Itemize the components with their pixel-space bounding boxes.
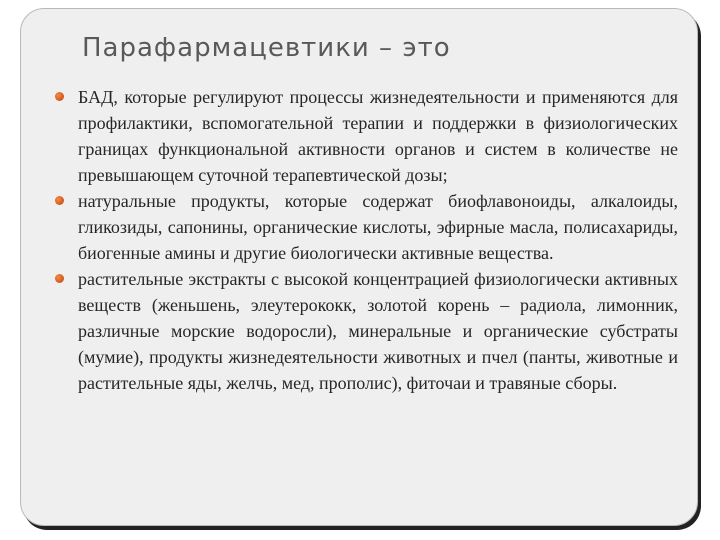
bullet-text: натуральные продукты, которые содержат биофлавоноиды, алкалоиды, гликозиды, сапонины, органические кислоты, эфирные масла, полисахариды, биогенные амины и другие биологически активные вещества. bbox=[78, 191, 678, 263]
bullet-item bbox=[50, 188, 678, 266]
orange-dot-icon bbox=[55, 92, 64, 101]
bullet-text: растительные экстракты с высокой концентрацией физиологически активных веществ (женьшень, элеутерококк, золотой корень – радиола, лимонник, различные морские водоросли), минеральные и органические субстраты (мумие), продукты жизнедеятельности животных и пчел (панты, животные и растительные яды, желчь, мед, прополис), фиточаи и травяные сборы. bbox=[78, 269, 678, 393]
bullet-list bbox=[50, 84, 678, 396]
orange-dot-icon bbox=[55, 196, 64, 205]
bullet-item bbox=[50, 84, 678, 188]
bullet-item bbox=[50, 266, 678, 396]
orange-dot-icon bbox=[55, 274, 64, 283]
slide-title: Парафармацевтики – это bbox=[82, 33, 451, 63]
bullet-text: БАД, которые регулируют процессы жизнедеятельности и применяются для профилактики, вспомогательной терапии и поддержки в физиологических границах функциональной активности органов и систем в количестве не превышающем суточной терапевтической дозы; bbox=[78, 87, 678, 185]
